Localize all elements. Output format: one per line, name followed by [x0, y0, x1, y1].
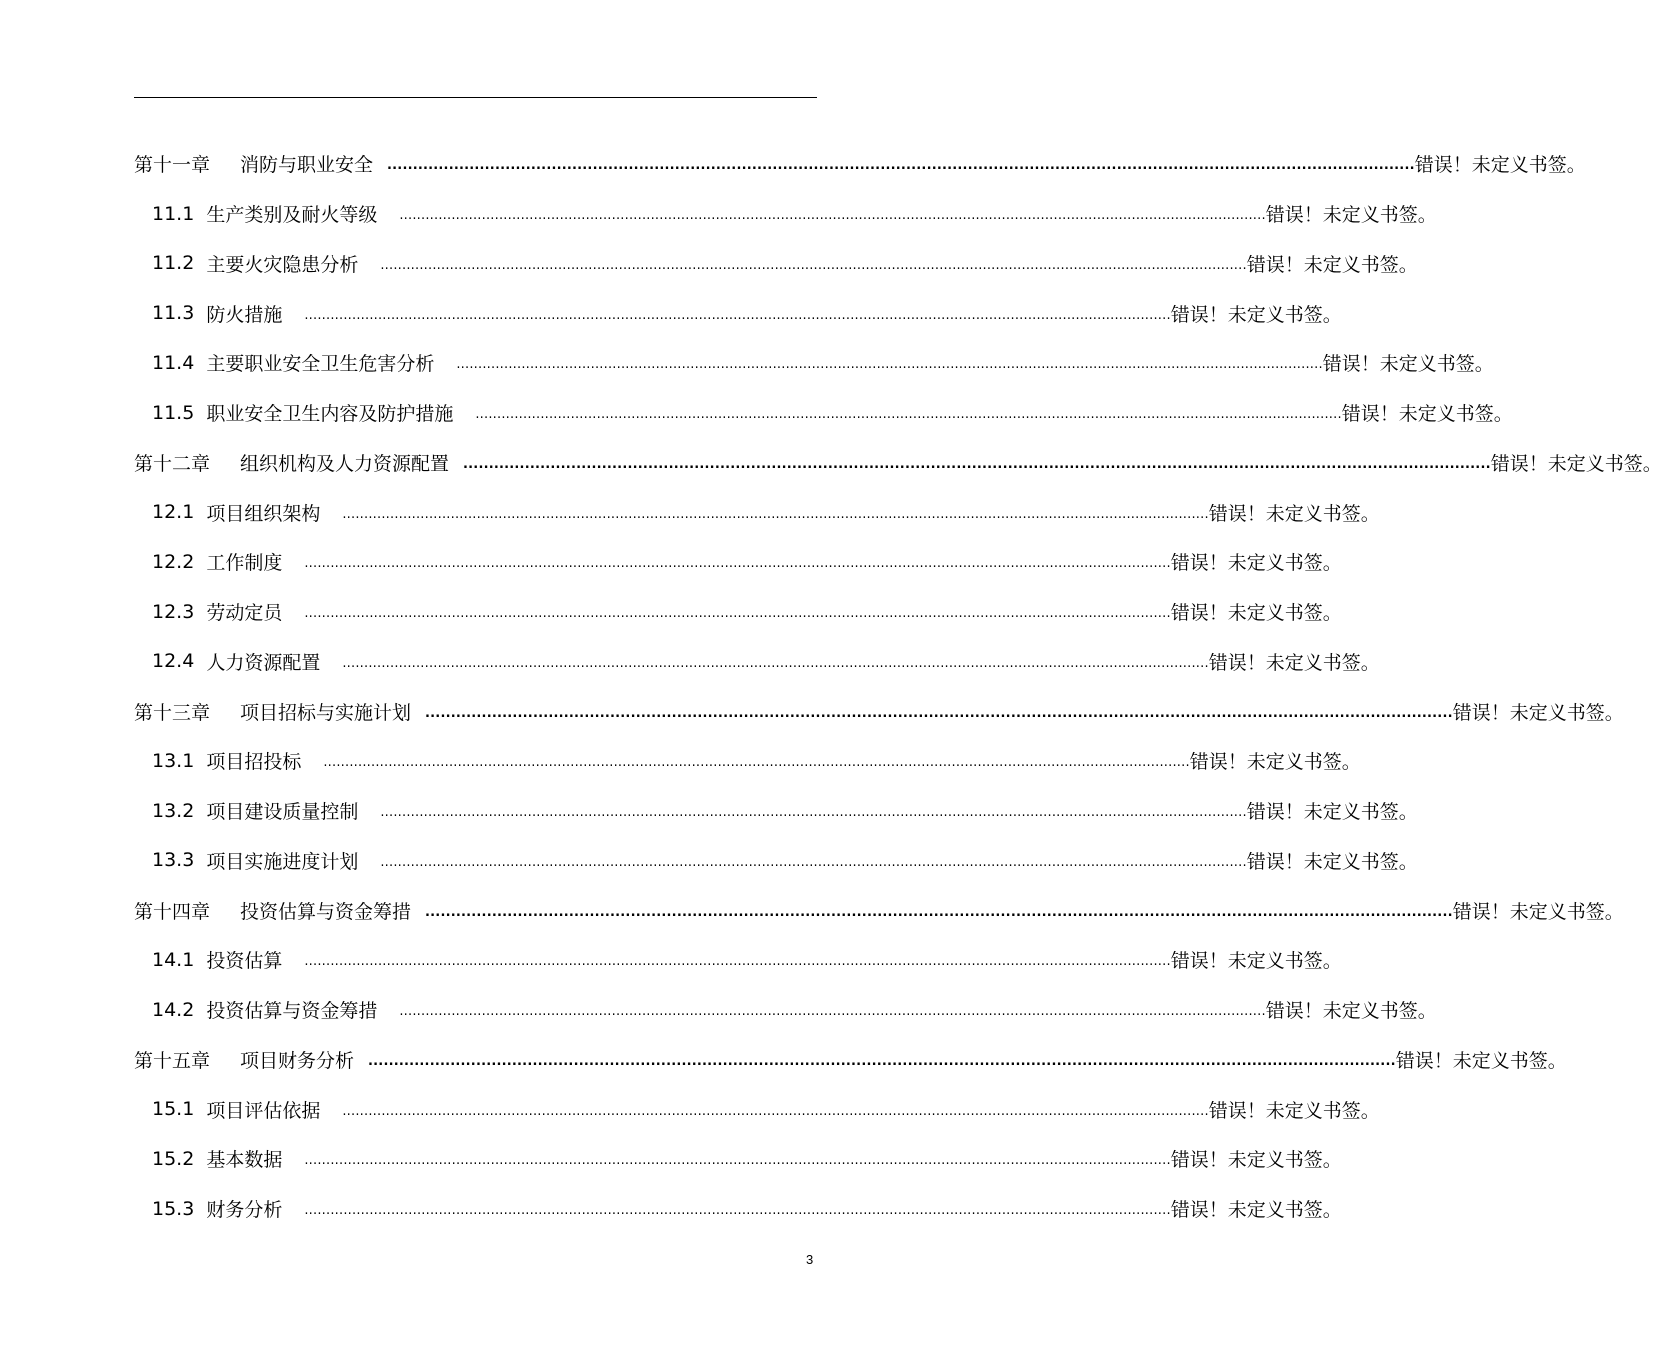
toc-dot-leader: ........................................................................................................................................................................................................: [380, 257, 1247, 273]
toc-entry-page-ref: 错误！未定义书签。: [1208, 502, 1380, 525]
toc-section-entry[interactable]: [134, 587, 1342, 637]
toc-entry-title: 防火措施: [206, 303, 283, 326]
toc-section-entry[interactable]: [134, 1084, 1380, 1134]
toc-entry-title: 项目建设质量控制: [206, 801, 359, 824]
toc-dot-leader: ........................................................................................................................................................................................................: [456, 357, 1323, 373]
toc-entry-page-ref: 错误！未定义书签。: [1452, 701, 1624, 724]
toc-dot-leader: ........................................................................................................................................................................................................: [368, 1053, 1396, 1069]
toc-entry-title: 项目评估依据: [206, 1099, 321, 1122]
toc-entry-page-ref: 错误！未定义书签。: [1341, 403, 1513, 426]
toc-entry-number: 15.2: [152, 1147, 195, 1170]
toc-chapter-entry[interactable]: [134, 1035, 1567, 1085]
toc-section-entry[interactable]: [134, 637, 1380, 687]
toc-entry-number: 第十二章: [134, 452, 211, 475]
toc-entry-page-ref: 错误！未定义书签。: [1170, 1199, 1342, 1222]
toc-entry-page-ref: 错误！未定义书签。: [1208, 651, 1380, 674]
toc-entry-title: 项目组织架构: [206, 502, 321, 525]
toc-section-entry[interactable]: [134, 189, 1437, 239]
toc-section-entry[interactable]: [134, 836, 1418, 886]
toc-entry-title: 项目实施进度计划: [206, 850, 359, 873]
toc-section-entry[interactable]: [134, 786, 1418, 836]
toc-section-entry[interactable]: [134, 736, 1361, 786]
toc-entry-title: 项目财务分析: [240, 1049, 355, 1072]
toc-entry-title: 劳动定员: [206, 602, 283, 625]
toc-dot-leader: ........................................................................................................................................................................................................: [304, 307, 1171, 323]
toc-dot-leader: ........................................................................................................................................................................................................: [475, 407, 1342, 423]
toc-chapter-entry[interactable]: [134, 139, 1586, 189]
toc-entry-title: 财务分析: [206, 1199, 283, 1222]
toc-entry-number: 12.2: [152, 550, 195, 573]
toc-entry-number: 12.4: [152, 650, 195, 673]
toc-entry-number: 13.2: [152, 799, 195, 822]
toc-entry-title: 项目招投标: [206, 751, 302, 774]
toc-entry-page-ref: 错误！未定义书签。: [1170, 950, 1342, 973]
toc-dot-leader: ........................................................................................................................................................................................................: [323, 755, 1190, 771]
toc-entry-title: 投资估算与资金筹措: [206, 1000, 378, 1023]
toc-entry-page-ref: 错误！未定义书签。: [1246, 253, 1418, 276]
toc-entry-number: 11.2: [152, 252, 195, 275]
toc-entry-number: 11.5: [152, 401, 195, 424]
toc-chapter-entry[interactable]: [134, 686, 1624, 736]
toc-entry-page-ref: 错误！未定义书签。: [1246, 801, 1418, 824]
toc-dot-leader: ........................................................................................................................................................................................................: [463, 456, 1491, 472]
toc-dot-leader: ........................................................................................................................................................................................................: [304, 1203, 1171, 1219]
toc-entry-page-ref: 错误！未定义书签。: [1265, 204, 1437, 227]
toc-entry-page-ref: 错误！未定义书签。: [1170, 1149, 1342, 1172]
toc-section-entry[interactable]: [134, 338, 1494, 388]
toc-entry-title: 生产类别及耐火等级: [206, 204, 378, 227]
toc-entry-title: 工作制度: [206, 552, 283, 575]
toc-dot-leader: ........................................................................................................................................................................................................: [425, 705, 1453, 721]
toc-section-entry[interactable]: [134, 1184, 1342, 1234]
toc-section-entry[interactable]: [134, 487, 1380, 537]
toc-section-entry[interactable]: [134, 1134, 1342, 1184]
toc-section-entry[interactable]: [134, 239, 1418, 289]
toc-entry-title: 主要火灾隐患分析: [206, 253, 359, 276]
toc-entry-title: 组织机构及人力资源配置: [240, 452, 450, 475]
toc-chapter-entry[interactable]: [134, 885, 1624, 935]
toc-entry-number: 12.3: [152, 600, 195, 623]
toc-entry-title: 职业安全卫生内容及防护措施: [206, 403, 454, 426]
toc-entry-number: 14.2: [152, 998, 195, 1021]
toc-entry-title: 主要职业安全卫生危害分析: [206, 353, 435, 376]
toc-entry-number: 第十三章: [134, 701, 211, 724]
toc-entry-page-ref: 错误！未定义书签。: [1170, 602, 1342, 625]
toc-section-entry[interactable]: [134, 288, 1342, 338]
toc-dot-leader: ........................................................................................................................................................................................................: [380, 854, 1247, 870]
toc-entry-page-ref: 错误！未定义书签。: [1170, 303, 1342, 326]
toc-entry-number: 第十四章: [134, 900, 211, 923]
toc-entry-number: 11.3: [152, 302, 195, 325]
toc-dot-leader: ........................................................................................................................................................................................................: [425, 904, 1453, 920]
toc-entry-title: 人力资源配置: [206, 651, 321, 674]
header-rule: [134, 97, 817, 98]
toc-entry-number: 13.3: [152, 849, 195, 872]
toc-entry-number: 第十一章: [134, 154, 211, 177]
toc-entry-page-ref: 错误！未定义书签。: [1189, 751, 1361, 774]
toc-entry-title: 项目招标与实施计划: [240, 701, 412, 724]
toc-entry-number: 11.1: [152, 202, 195, 225]
toc-dot-leader: ........................................................................................................................................................................................................: [399, 1004, 1266, 1020]
toc-entry-title: 基本数据: [206, 1149, 283, 1172]
table-of-contents: [134, 139, 1662, 1234]
toc-entry-number: 15.1: [152, 1098, 195, 1121]
toc-entry-title: 投资估算与资金筹措: [240, 900, 412, 923]
toc-entry-number: 12.1: [152, 501, 195, 524]
toc-section-entry[interactable]: [134, 985, 1437, 1035]
toc-dot-leader: ........................................................................................................................................................................................................: [304, 556, 1171, 572]
toc-entry-number: 第十五章: [134, 1049, 211, 1072]
toc-entry-page-ref: 错误！未定义书签。: [1452, 900, 1624, 923]
toc-entry-page-ref: 错误！未定义书签。: [1395, 1049, 1567, 1072]
page-number: 3: [806, 1252, 814, 1267]
toc-dot-leader: ........................................................................................................................................................................................................: [304, 606, 1171, 622]
toc-entry-number: 14.1: [152, 948, 195, 971]
toc-entry-number: 15.3: [152, 1197, 195, 1220]
toc-dot-leader: ........................................................................................................................................................................................................: [342, 655, 1209, 671]
toc-dot-leader: ........................................................................................................................................................................................................: [304, 1153, 1171, 1169]
toc-entry-title: 投资估算: [206, 950, 283, 973]
toc-entry-page-ref: 错误！未定义书签。: [1322, 353, 1494, 376]
toc-dot-leader: ........................................................................................................................................................................................................: [380, 805, 1247, 821]
toc-entry-title: 消防与职业安全: [240, 154, 374, 177]
toc-entry-page-ref: 错误！未定义书签。: [1246, 850, 1418, 873]
toc-entry-page-ref: 错误！未定义书签。: [1490, 452, 1662, 475]
toc-entry-page-ref: 错误！未定义书签。: [1265, 1000, 1437, 1023]
toc-section-entry[interactable]: [134, 537, 1342, 587]
toc-dot-leader: ........................................................................................................................................................................................................: [387, 158, 1415, 174]
toc-section-entry[interactable]: [134, 935, 1342, 985]
toc-entry-page-ref: 错误！未定义书签。: [1208, 1099, 1380, 1122]
toc-dot-leader: ........................................................................................................................................................................................................: [342, 506, 1209, 522]
toc-chapter-entry[interactable]: [134, 438, 1662, 488]
toc-entry-number: 11.4: [152, 351, 195, 374]
toc-dot-leader: ........................................................................................................................................................................................................: [304, 954, 1171, 970]
toc-dot-leader: ........................................................................................................................................................................................................: [342, 1103, 1209, 1119]
toc-entry-page-ref: 错误！未定义书签。: [1414, 154, 1586, 177]
toc-entry-number: 13.1: [152, 749, 195, 772]
toc-entry-page-ref: 错误！未定义书签。: [1170, 552, 1342, 575]
toc-section-entry[interactable]: [134, 388, 1513, 438]
toc-dot-leader: ........................................................................................................................................................................................................: [399, 208, 1266, 224]
